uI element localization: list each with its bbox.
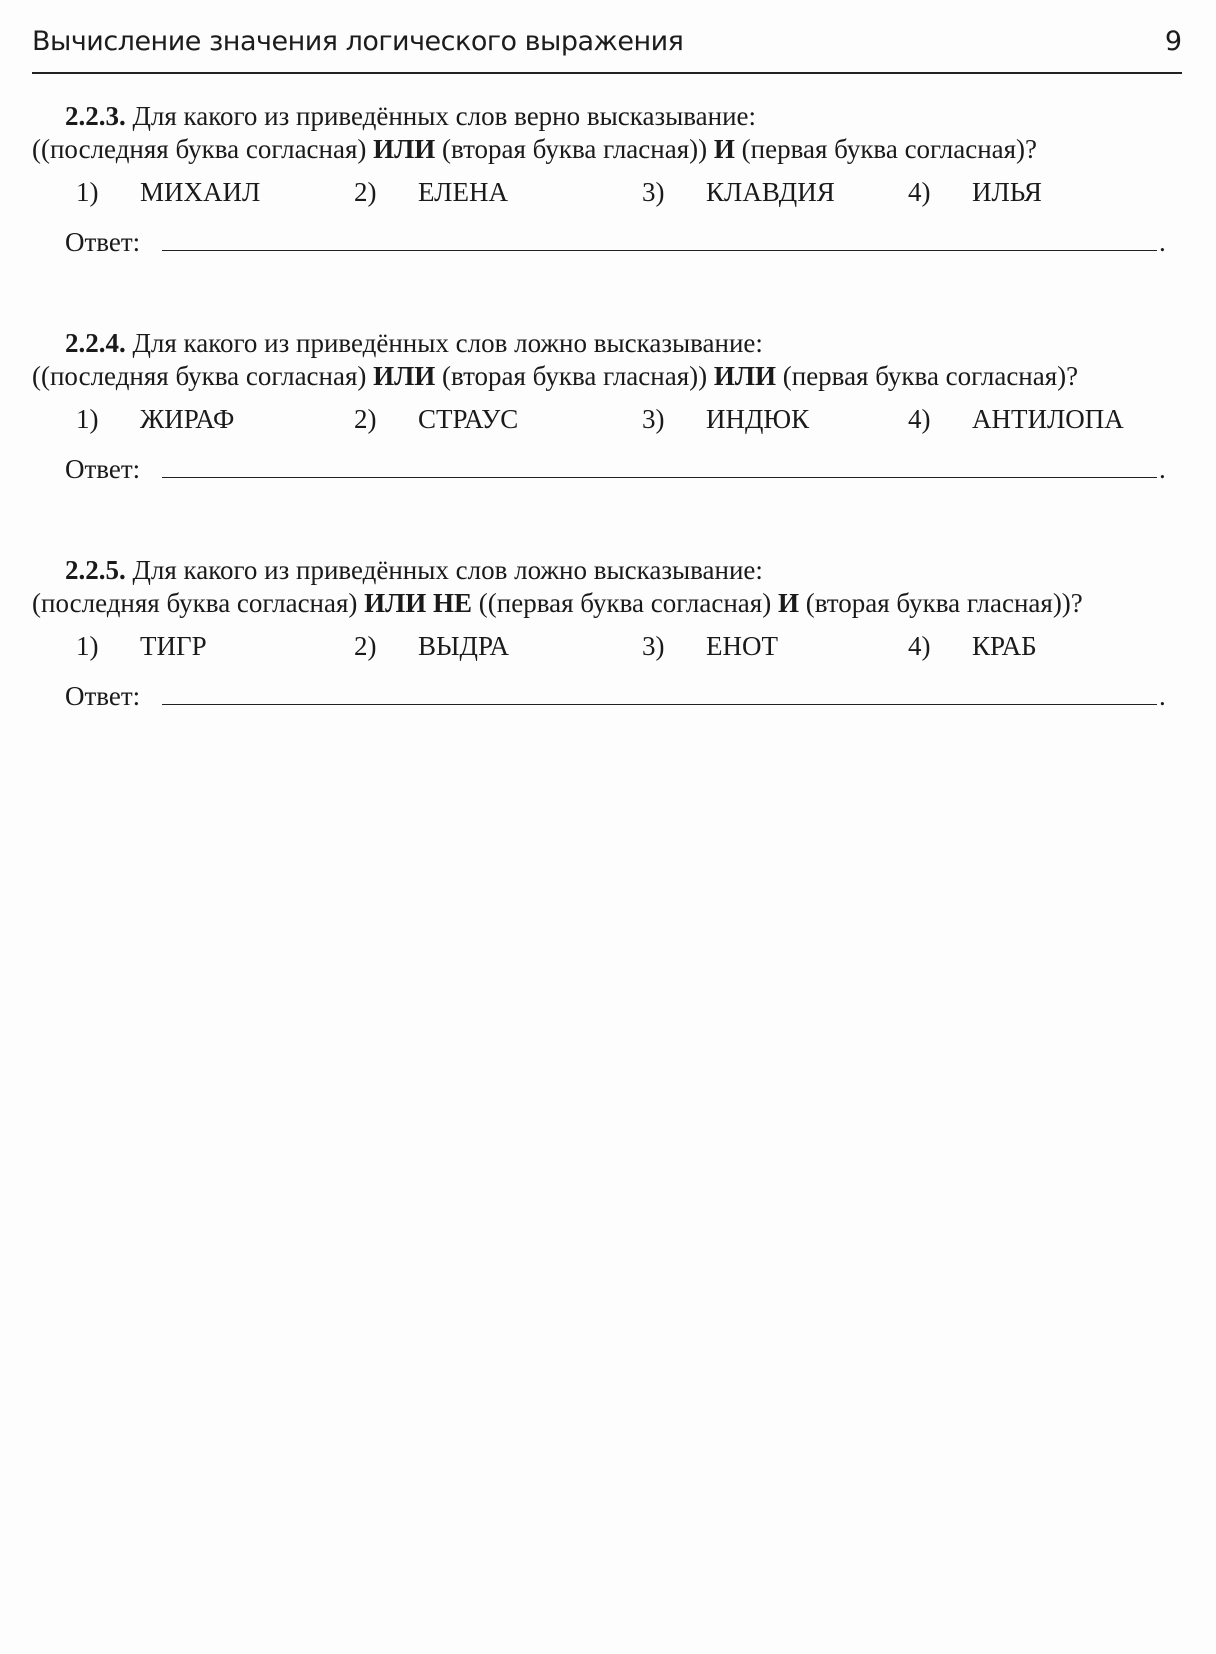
option-number: 2) — [354, 404, 377, 434]
expr-part: (вторая буква гласная)) — [435, 361, 714, 391]
option-word: ТИГР — [140, 631, 207, 661]
expr-operator: ИЛИ НЕ — [364, 588, 473, 618]
running-header — [32, 22, 1182, 74]
option-number: 3) — [642, 177, 665, 207]
answer-label: Ответ: — [65, 454, 141, 484]
option-word: ЖИРАФ — [140, 404, 235, 434]
answer-line[interactable] — [162, 477, 1157, 478]
task-expression — [32, 360, 1182, 393]
answer-row — [32, 680, 1182, 720]
expr-part: (вторая буква гласная))? — [798, 588, 1083, 618]
answer-options — [32, 403, 1182, 447]
option-1 — [76, 176, 260, 209]
answer-row — [32, 226, 1182, 266]
expr-part: ((последняя буква согласная) — [32, 361, 374, 391]
expr-part: (последняя буква согласная) — [32, 588, 365, 618]
page-number: 9 — [1164, 26, 1182, 57]
answer-label: Ответ: — [65, 227, 141, 257]
task-intro — [32, 554, 1182, 587]
option-number: 3) — [642, 631, 665, 661]
task-2-2-4 — [32, 327, 1182, 493]
option-word: АНТИЛОПА — [972, 404, 1124, 434]
option-number: 4) — [908, 631, 931, 661]
expr-operator: ИЛИ — [373, 134, 436, 164]
expr-part: (первая буква согласная)? — [734, 134, 1038, 164]
option-number: 1) — [76, 404, 99, 434]
answer-options — [32, 176, 1182, 220]
option-4 — [908, 630, 1037, 663]
task-intro-text: Для какого из приведённых слов ложно высказывание: — [132, 555, 763, 585]
option-word: КРАБ — [972, 631, 1037, 661]
task-intro — [32, 327, 1182, 360]
expr-operator: ИЛИ — [713, 361, 776, 391]
option-3 — [642, 630, 778, 663]
option-word: ИЛЬЯ — [972, 177, 1042, 207]
answer-period: . — [1159, 227, 1166, 257]
expr-part: (вторая буква гласная)) — [435, 134, 714, 164]
option-4 — [908, 403, 1124, 436]
option-number: 2) — [354, 631, 377, 661]
option-2 — [354, 403, 518, 436]
option-2 — [354, 630, 509, 663]
answer-label: Ответ: — [65, 681, 141, 711]
option-number: 1) — [76, 177, 99, 207]
option-word: КЛАВДИЯ — [706, 177, 835, 207]
option-word: ВЫДРА — [418, 631, 510, 661]
option-word: ЕНОТ — [706, 631, 778, 661]
answer-options — [32, 630, 1182, 674]
task-number: 2.2.3. — [65, 101, 126, 131]
option-number: 3) — [642, 404, 665, 434]
task-expression — [32, 587, 1182, 620]
task-number: 2.2.5. — [65, 555, 126, 585]
option-word: ЕЛЕНА — [418, 177, 508, 207]
option-1 — [76, 403, 234, 436]
option-4 — [908, 176, 1042, 209]
task-2-2-3 — [32, 100, 1182, 266]
option-word: МИХАИЛ — [140, 177, 261, 207]
answer-line[interactable] — [162, 250, 1157, 251]
option-number: 2) — [354, 177, 377, 207]
option-2 — [354, 176, 508, 209]
expr-part: (первая буква согласная)? — [776, 361, 1079, 391]
expr-operator: И — [777, 588, 799, 618]
chapter-title: Вычисление значения логического выражения — [32, 26, 684, 57]
expr-part: ((последняя буква согласная) — [32, 134, 374, 164]
answer-period: . — [1159, 454, 1166, 484]
answer-line[interactable] — [162, 704, 1157, 705]
expr-operator: ИЛИ — [373, 361, 436, 391]
task-intro-text: Для какого из приведённых слов верно высказывание: — [132, 101, 757, 131]
task-2-2-5 — [32, 554, 1182, 720]
option-3 — [642, 403, 809, 436]
expr-operator: И — [713, 134, 735, 164]
option-number: 4) — [908, 404, 931, 434]
expr-part: ((первая буква согласная) — [472, 588, 778, 618]
task-intro-text: Для какого из приведённых слов ложно высказывание: — [132, 328, 763, 358]
task-intro — [32, 100, 1182, 133]
option-word: СТРАУС — [418, 404, 519, 434]
option-1 — [76, 630, 207, 663]
task-expression — [32, 133, 1182, 166]
option-number: 4) — [908, 177, 931, 207]
option-number: 1) — [76, 631, 99, 661]
option-word: ИНДЮК — [706, 404, 810, 434]
option-3 — [642, 176, 835, 209]
task-number: 2.2.4. — [65, 328, 126, 358]
answer-period: . — [1159, 681, 1166, 711]
answer-row — [32, 453, 1182, 493]
